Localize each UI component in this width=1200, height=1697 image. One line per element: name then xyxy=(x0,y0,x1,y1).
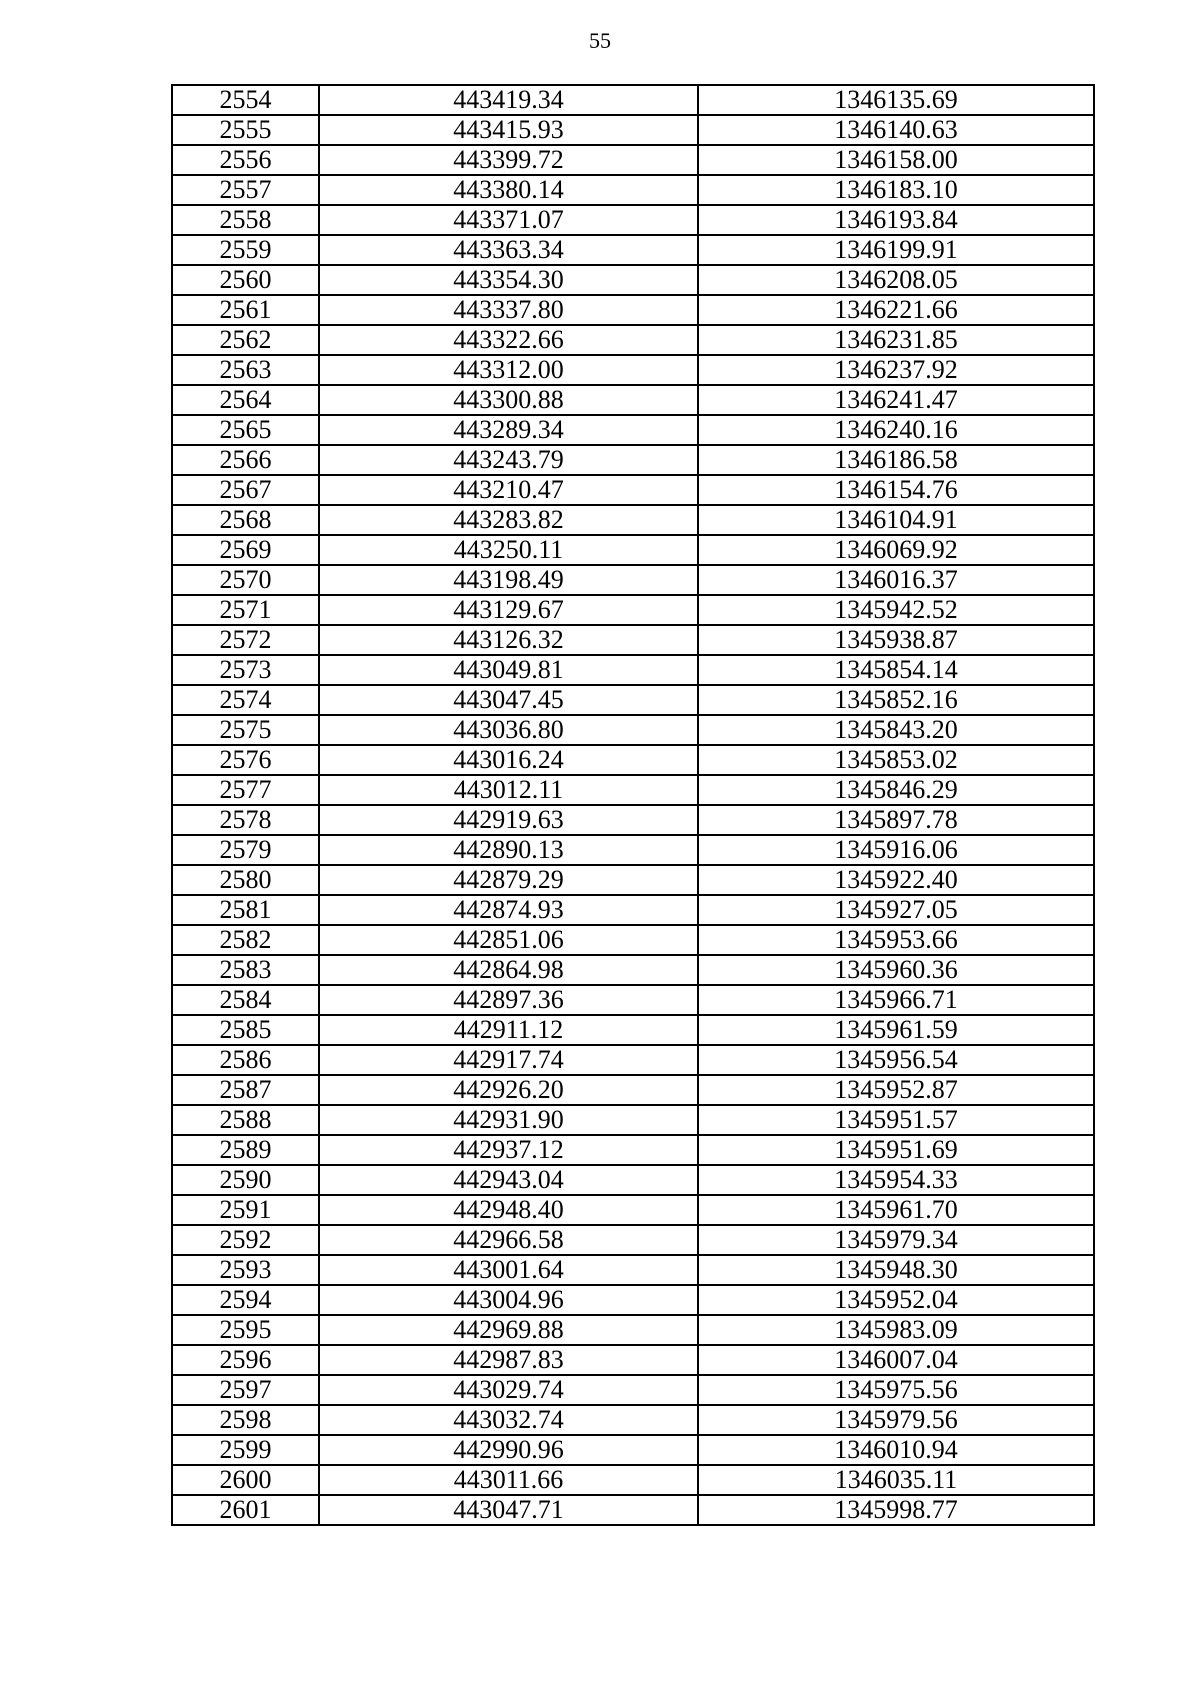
x-coordinate-cell: 443243.79 xyxy=(319,445,698,475)
y-coordinate-cell: 1346007.04 xyxy=(698,1345,1094,1375)
table-row xyxy=(172,115,1094,145)
x-coordinate-cell: 442969.88 xyxy=(319,1315,698,1345)
x-coordinate-cell: 442851.06 xyxy=(319,925,698,955)
y-coordinate-cell: 1345852.16 xyxy=(698,685,1094,715)
table-row xyxy=(172,205,1094,235)
x-coordinate-cell: 443001.64 xyxy=(319,1255,698,1285)
y-coordinate-cell: 1345951.57 xyxy=(698,1105,1094,1135)
x-coordinate-cell: 443337.80 xyxy=(319,295,698,325)
x-coordinate-cell: 443126.32 xyxy=(319,625,698,655)
table-row xyxy=(172,265,1094,295)
table-row xyxy=(172,1255,1094,1285)
y-coordinate-cell: 1346035.11 xyxy=(698,1465,1094,1495)
x-coordinate-cell: 443036.80 xyxy=(319,715,698,745)
y-coordinate-cell: 1346016.37 xyxy=(698,565,1094,595)
y-coordinate-cell: 1345897.78 xyxy=(698,805,1094,835)
y-coordinate-cell: 1345961.59 xyxy=(698,1015,1094,1045)
table-row xyxy=(172,1435,1094,1465)
table-row xyxy=(172,1165,1094,1195)
table-row xyxy=(172,1315,1094,1345)
point-number-cell: 2563 xyxy=(172,355,319,385)
y-coordinate-cell: 1345948.30 xyxy=(698,1255,1094,1285)
y-coordinate-cell: 1346140.63 xyxy=(698,115,1094,145)
x-coordinate-cell: 443029.74 xyxy=(319,1375,698,1405)
y-coordinate-cell: 1345979.34 xyxy=(698,1225,1094,1255)
y-coordinate-cell: 1346237.92 xyxy=(698,355,1094,385)
table-row xyxy=(172,1375,1094,1405)
point-number-cell: 2575 xyxy=(172,715,319,745)
table-row xyxy=(172,145,1094,175)
x-coordinate-cell: 443289.34 xyxy=(319,415,698,445)
table-row xyxy=(172,175,1094,205)
y-coordinate-cell: 1345843.20 xyxy=(698,715,1094,745)
x-coordinate-cell: 443012.11 xyxy=(319,775,698,805)
table-row xyxy=(172,355,1094,385)
table-row xyxy=(172,835,1094,865)
point-number-cell: 2566 xyxy=(172,445,319,475)
y-coordinate-cell: 1345922.40 xyxy=(698,865,1094,895)
point-number-cell: 2586 xyxy=(172,1045,319,1075)
y-coordinate-cell: 1345927.05 xyxy=(698,895,1094,925)
point-number-cell: 2595 xyxy=(172,1315,319,1345)
point-number-cell: 2578 xyxy=(172,805,319,835)
y-coordinate-cell: 1346193.84 xyxy=(698,205,1094,235)
y-coordinate-cell: 1346240.16 xyxy=(698,415,1094,445)
coordinates-table-body xyxy=(172,85,1094,1525)
point-number-cell: 2559 xyxy=(172,235,319,265)
table-row xyxy=(172,415,1094,445)
y-coordinate-cell: 1345952.04 xyxy=(698,1285,1094,1315)
x-coordinate-cell: 442937.12 xyxy=(319,1135,698,1165)
y-coordinate-cell: 1345953.66 xyxy=(698,925,1094,955)
y-coordinate-cell: 1345956.54 xyxy=(698,1045,1094,1075)
point-number-cell: 2558 xyxy=(172,205,319,235)
table-row xyxy=(172,295,1094,325)
x-coordinate-cell: 442879.29 xyxy=(319,865,698,895)
coordinates-table xyxy=(171,84,1095,1526)
x-coordinate-cell: 443415.93 xyxy=(319,115,698,145)
y-coordinate-cell: 1345975.56 xyxy=(698,1375,1094,1405)
point-number-cell: 2567 xyxy=(172,475,319,505)
y-coordinate-cell: 1345846.29 xyxy=(698,775,1094,805)
table-row xyxy=(172,1495,1094,1525)
point-number-cell: 2576 xyxy=(172,745,319,775)
y-coordinate-cell: 1346231.85 xyxy=(698,325,1094,355)
table-row xyxy=(172,1105,1094,1135)
table-row xyxy=(172,325,1094,355)
point-number-cell: 2556 xyxy=(172,145,319,175)
x-coordinate-cell: 443312.00 xyxy=(319,355,698,385)
x-coordinate-cell: 443016.24 xyxy=(319,745,698,775)
point-number-cell: 2582 xyxy=(172,925,319,955)
table-row xyxy=(172,1015,1094,1045)
point-number-cell: 2585 xyxy=(172,1015,319,1045)
y-coordinate-cell: 1346104.91 xyxy=(698,505,1094,535)
point-number-cell: 2572 xyxy=(172,625,319,655)
point-number-cell: 2554 xyxy=(172,85,319,115)
point-number-cell: 2564 xyxy=(172,385,319,415)
table-row xyxy=(172,1465,1094,1495)
x-coordinate-cell: 443198.49 xyxy=(319,565,698,595)
table-row xyxy=(172,955,1094,985)
y-coordinate-cell: 1345853.02 xyxy=(698,745,1094,775)
x-coordinate-cell: 443004.96 xyxy=(319,1285,698,1315)
point-number-cell: 2594 xyxy=(172,1285,319,1315)
table-row xyxy=(172,925,1094,955)
x-coordinate-cell: 442911.12 xyxy=(319,1015,698,1045)
point-number-cell: 2587 xyxy=(172,1075,319,1105)
table-row xyxy=(172,1405,1094,1435)
table-row xyxy=(172,535,1094,565)
point-number-cell: 2601 xyxy=(172,1495,319,1525)
y-coordinate-cell: 1345960.36 xyxy=(698,955,1094,985)
point-number-cell: 2592 xyxy=(172,1225,319,1255)
y-coordinate-cell: 1346135.69 xyxy=(698,85,1094,115)
table-row xyxy=(172,565,1094,595)
x-coordinate-cell: 443380.14 xyxy=(319,175,698,205)
y-coordinate-cell: 1345983.09 xyxy=(698,1315,1094,1345)
table-row xyxy=(172,1075,1094,1105)
table-row xyxy=(172,715,1094,745)
y-coordinate-cell: 1345954.33 xyxy=(698,1165,1094,1195)
x-coordinate-cell: 442987.83 xyxy=(319,1345,698,1375)
table-row xyxy=(172,385,1094,415)
x-coordinate-cell: 443049.81 xyxy=(319,655,698,685)
table-row xyxy=(172,1045,1094,1075)
table-row xyxy=(172,595,1094,625)
point-number-cell: 2593 xyxy=(172,1255,319,1285)
point-number-cell: 2557 xyxy=(172,175,319,205)
y-coordinate-cell: 1345961.70 xyxy=(698,1195,1094,1225)
y-coordinate-cell: 1346241.47 xyxy=(698,385,1094,415)
y-coordinate-cell: 1346010.94 xyxy=(698,1435,1094,1465)
y-coordinate-cell: 1345916.06 xyxy=(698,835,1094,865)
point-number-cell: 2591 xyxy=(172,1195,319,1225)
x-coordinate-cell: 442890.13 xyxy=(319,835,698,865)
table-row xyxy=(172,85,1094,115)
y-coordinate-cell: 1346186.58 xyxy=(698,445,1094,475)
y-coordinate-cell: 1346154.76 xyxy=(698,475,1094,505)
y-coordinate-cell: 1346069.92 xyxy=(698,535,1094,565)
point-number-cell: 2581 xyxy=(172,895,319,925)
y-coordinate-cell: 1345938.87 xyxy=(698,625,1094,655)
point-number-cell: 2555 xyxy=(172,115,319,145)
x-coordinate-cell: 443032.74 xyxy=(319,1405,698,1435)
x-coordinate-cell: 443399.72 xyxy=(319,145,698,175)
table-row xyxy=(172,685,1094,715)
table-row xyxy=(172,1135,1094,1165)
y-coordinate-cell: 1346221.66 xyxy=(698,295,1094,325)
x-coordinate-cell: 443419.34 xyxy=(319,85,698,115)
point-number-cell: 2577 xyxy=(172,775,319,805)
x-coordinate-cell: 443210.47 xyxy=(319,475,698,505)
point-number-cell: 2597 xyxy=(172,1375,319,1405)
point-number-cell: 2590 xyxy=(172,1165,319,1195)
x-coordinate-cell: 443283.82 xyxy=(319,505,698,535)
y-coordinate-cell: 1345998.77 xyxy=(698,1495,1094,1525)
y-coordinate-cell: 1345979.56 xyxy=(698,1405,1094,1435)
table-row xyxy=(172,985,1094,1015)
point-number-cell: 2561 xyxy=(172,295,319,325)
x-coordinate-cell: 443047.45 xyxy=(319,685,698,715)
x-coordinate-cell: 443250.11 xyxy=(319,535,698,565)
point-number-cell: 2568 xyxy=(172,505,319,535)
point-number-cell: 2574 xyxy=(172,685,319,715)
point-number-cell: 2599 xyxy=(172,1435,319,1465)
table-row xyxy=(172,865,1094,895)
x-coordinate-cell: 443354.30 xyxy=(319,265,698,295)
x-coordinate-cell: 442931.90 xyxy=(319,1105,698,1135)
point-number-cell: 2580 xyxy=(172,865,319,895)
point-number-cell: 2588 xyxy=(172,1105,319,1135)
x-coordinate-cell: 442966.58 xyxy=(319,1225,698,1255)
x-coordinate-cell: 443011.66 xyxy=(319,1465,698,1495)
table-row xyxy=(172,1285,1094,1315)
point-number-cell: 2600 xyxy=(172,1465,319,1495)
table-row xyxy=(172,235,1094,265)
table-row xyxy=(172,775,1094,805)
x-coordinate-cell: 442990.96 xyxy=(319,1435,698,1465)
point-number-cell: 2573 xyxy=(172,655,319,685)
point-number-cell: 2571 xyxy=(172,595,319,625)
point-number-cell: 2598 xyxy=(172,1405,319,1435)
table-row xyxy=(172,475,1094,505)
point-number-cell: 2560 xyxy=(172,265,319,295)
x-coordinate-cell: 442897.36 xyxy=(319,985,698,1015)
y-coordinate-cell: 1345951.69 xyxy=(698,1135,1094,1165)
point-number-cell: 2569 xyxy=(172,535,319,565)
x-coordinate-cell: 442917.74 xyxy=(319,1045,698,1075)
point-number-cell: 2570 xyxy=(172,565,319,595)
point-number-cell: 2565 xyxy=(172,415,319,445)
y-coordinate-cell: 1345942.52 xyxy=(698,595,1094,625)
x-coordinate-cell: 442948.40 xyxy=(319,1195,698,1225)
x-coordinate-cell: 443363.34 xyxy=(319,235,698,265)
y-coordinate-cell: 1346208.05 xyxy=(698,265,1094,295)
y-coordinate-cell: 1346199.91 xyxy=(698,235,1094,265)
table-row xyxy=(172,505,1094,535)
page-number: 55 xyxy=(589,28,611,53)
point-number-cell: 2579 xyxy=(172,835,319,865)
y-coordinate-cell: 1345854.14 xyxy=(698,655,1094,685)
point-number-cell: 2584 xyxy=(172,985,319,1015)
x-coordinate-cell: 443322.66 xyxy=(319,325,698,355)
x-coordinate-cell: 442943.04 xyxy=(319,1165,698,1195)
x-coordinate-cell: 442874.93 xyxy=(319,895,698,925)
x-coordinate-cell: 443371.07 xyxy=(319,205,698,235)
x-coordinate-cell: 443129.67 xyxy=(319,595,698,625)
x-coordinate-cell: 442926.20 xyxy=(319,1075,698,1105)
x-coordinate-cell: 443047.71 xyxy=(319,1495,698,1525)
y-coordinate-cell: 1346158.00 xyxy=(698,145,1094,175)
table-row xyxy=(172,1225,1094,1255)
table-row xyxy=(172,745,1094,775)
table-row xyxy=(172,445,1094,475)
table-row xyxy=(172,655,1094,685)
point-number-cell: 2596 xyxy=(172,1345,319,1375)
point-number-cell: 2562 xyxy=(172,325,319,355)
x-coordinate-cell: 442864.98 xyxy=(319,955,698,985)
x-coordinate-cell: 443300.88 xyxy=(319,385,698,415)
table-row xyxy=(172,625,1094,655)
y-coordinate-cell: 1345966.71 xyxy=(698,985,1094,1015)
x-coordinate-cell: 442919.63 xyxy=(319,805,698,835)
table-row xyxy=(172,895,1094,925)
table-row xyxy=(172,805,1094,835)
y-coordinate-cell: 1346183.10 xyxy=(698,175,1094,205)
table-row xyxy=(172,1195,1094,1225)
point-number-cell: 2583 xyxy=(172,955,319,985)
y-coordinate-cell: 1345952.87 xyxy=(698,1075,1094,1105)
table-row xyxy=(172,1345,1094,1375)
point-number-cell: 2589 xyxy=(172,1135,319,1165)
